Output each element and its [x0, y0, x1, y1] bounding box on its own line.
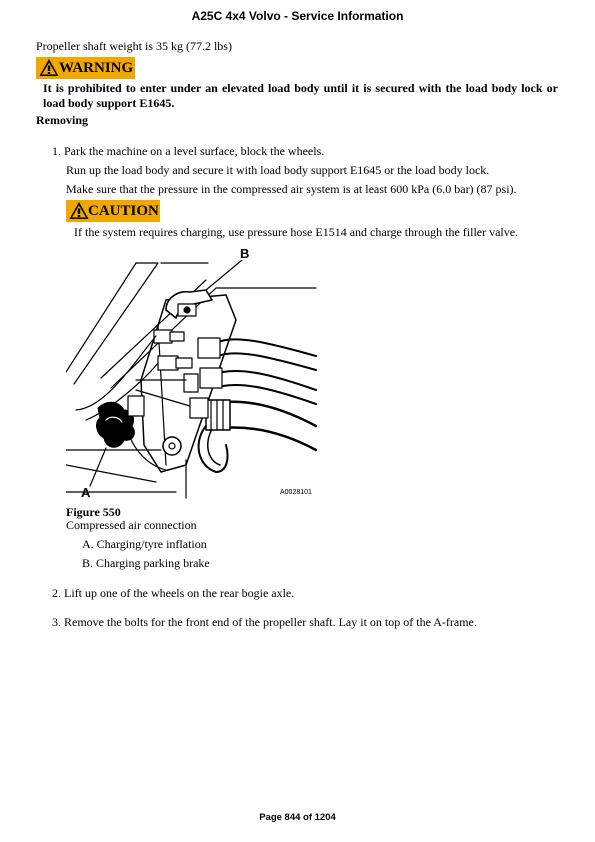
figure-code: A0028101	[280, 489, 312, 496]
step-1-title: 1. Park the machine on a level surface, block the wheels.	[52, 144, 325, 158]
step-2-title: 2. Lift up one of the wheels on the rear bogie axle.	[52, 586, 295, 600]
page-footer-number: Page 844 of 1204	[259, 812, 336, 823]
step-3-title: 3. Remove the bolts for the front end of the propeller shaft. Lay it on top of the A-frame.	[52, 615, 477, 629]
figure-legend-b: B. Charging parking brake	[82, 556, 210, 570]
caution-label: CAUTION	[88, 203, 159, 219]
warning-text: It is prohibited to enter under an elevated load body until it is secured with the load body lock or load body support E1645.	[43, 81, 558, 110]
callout-a-label: A	[81, 485, 91, 500]
caution-badge	[66, 200, 160, 222]
callout-b-label: B	[240, 246, 250, 261]
page-header-title: A25C 4x4 Volvo - Service Information	[191, 9, 404, 23]
warning-badge	[36, 57, 135, 79]
figure-caption-title: Figure 550	[66, 505, 121, 519]
figure-legend-a: A. Charging/tyre inflation	[82, 537, 207, 551]
figure-caption-text: Compressed air connection	[66, 518, 197, 532]
section-heading-removing: Removing	[36, 113, 88, 127]
compressed-air-connection-illustration	[66, 260, 317, 500]
step-1-line-2: Make sure that the pressure in the compressed air system is at least 600 kPa (6.0 bar) (87 psi).	[66, 182, 517, 196]
warning-triangle-icon	[39, 58, 59, 77]
figure-compressed-air-connection	[66, 246, 317, 500]
caution-triangle-icon	[69, 201, 89, 220]
caution-text: If the system requires charging, use pressure hose E1514 and charge through the filler valve.	[74, 225, 519, 239]
propeller-weight-note: Propeller shaft weight is 35 kg (77.2 lbs)	[36, 39, 232, 53]
step-1-line-1: Run up the load body and secure it with load body support E1645 or the load body lock.	[66, 163, 490, 177]
warning-label: WARNING	[59, 60, 134, 76]
